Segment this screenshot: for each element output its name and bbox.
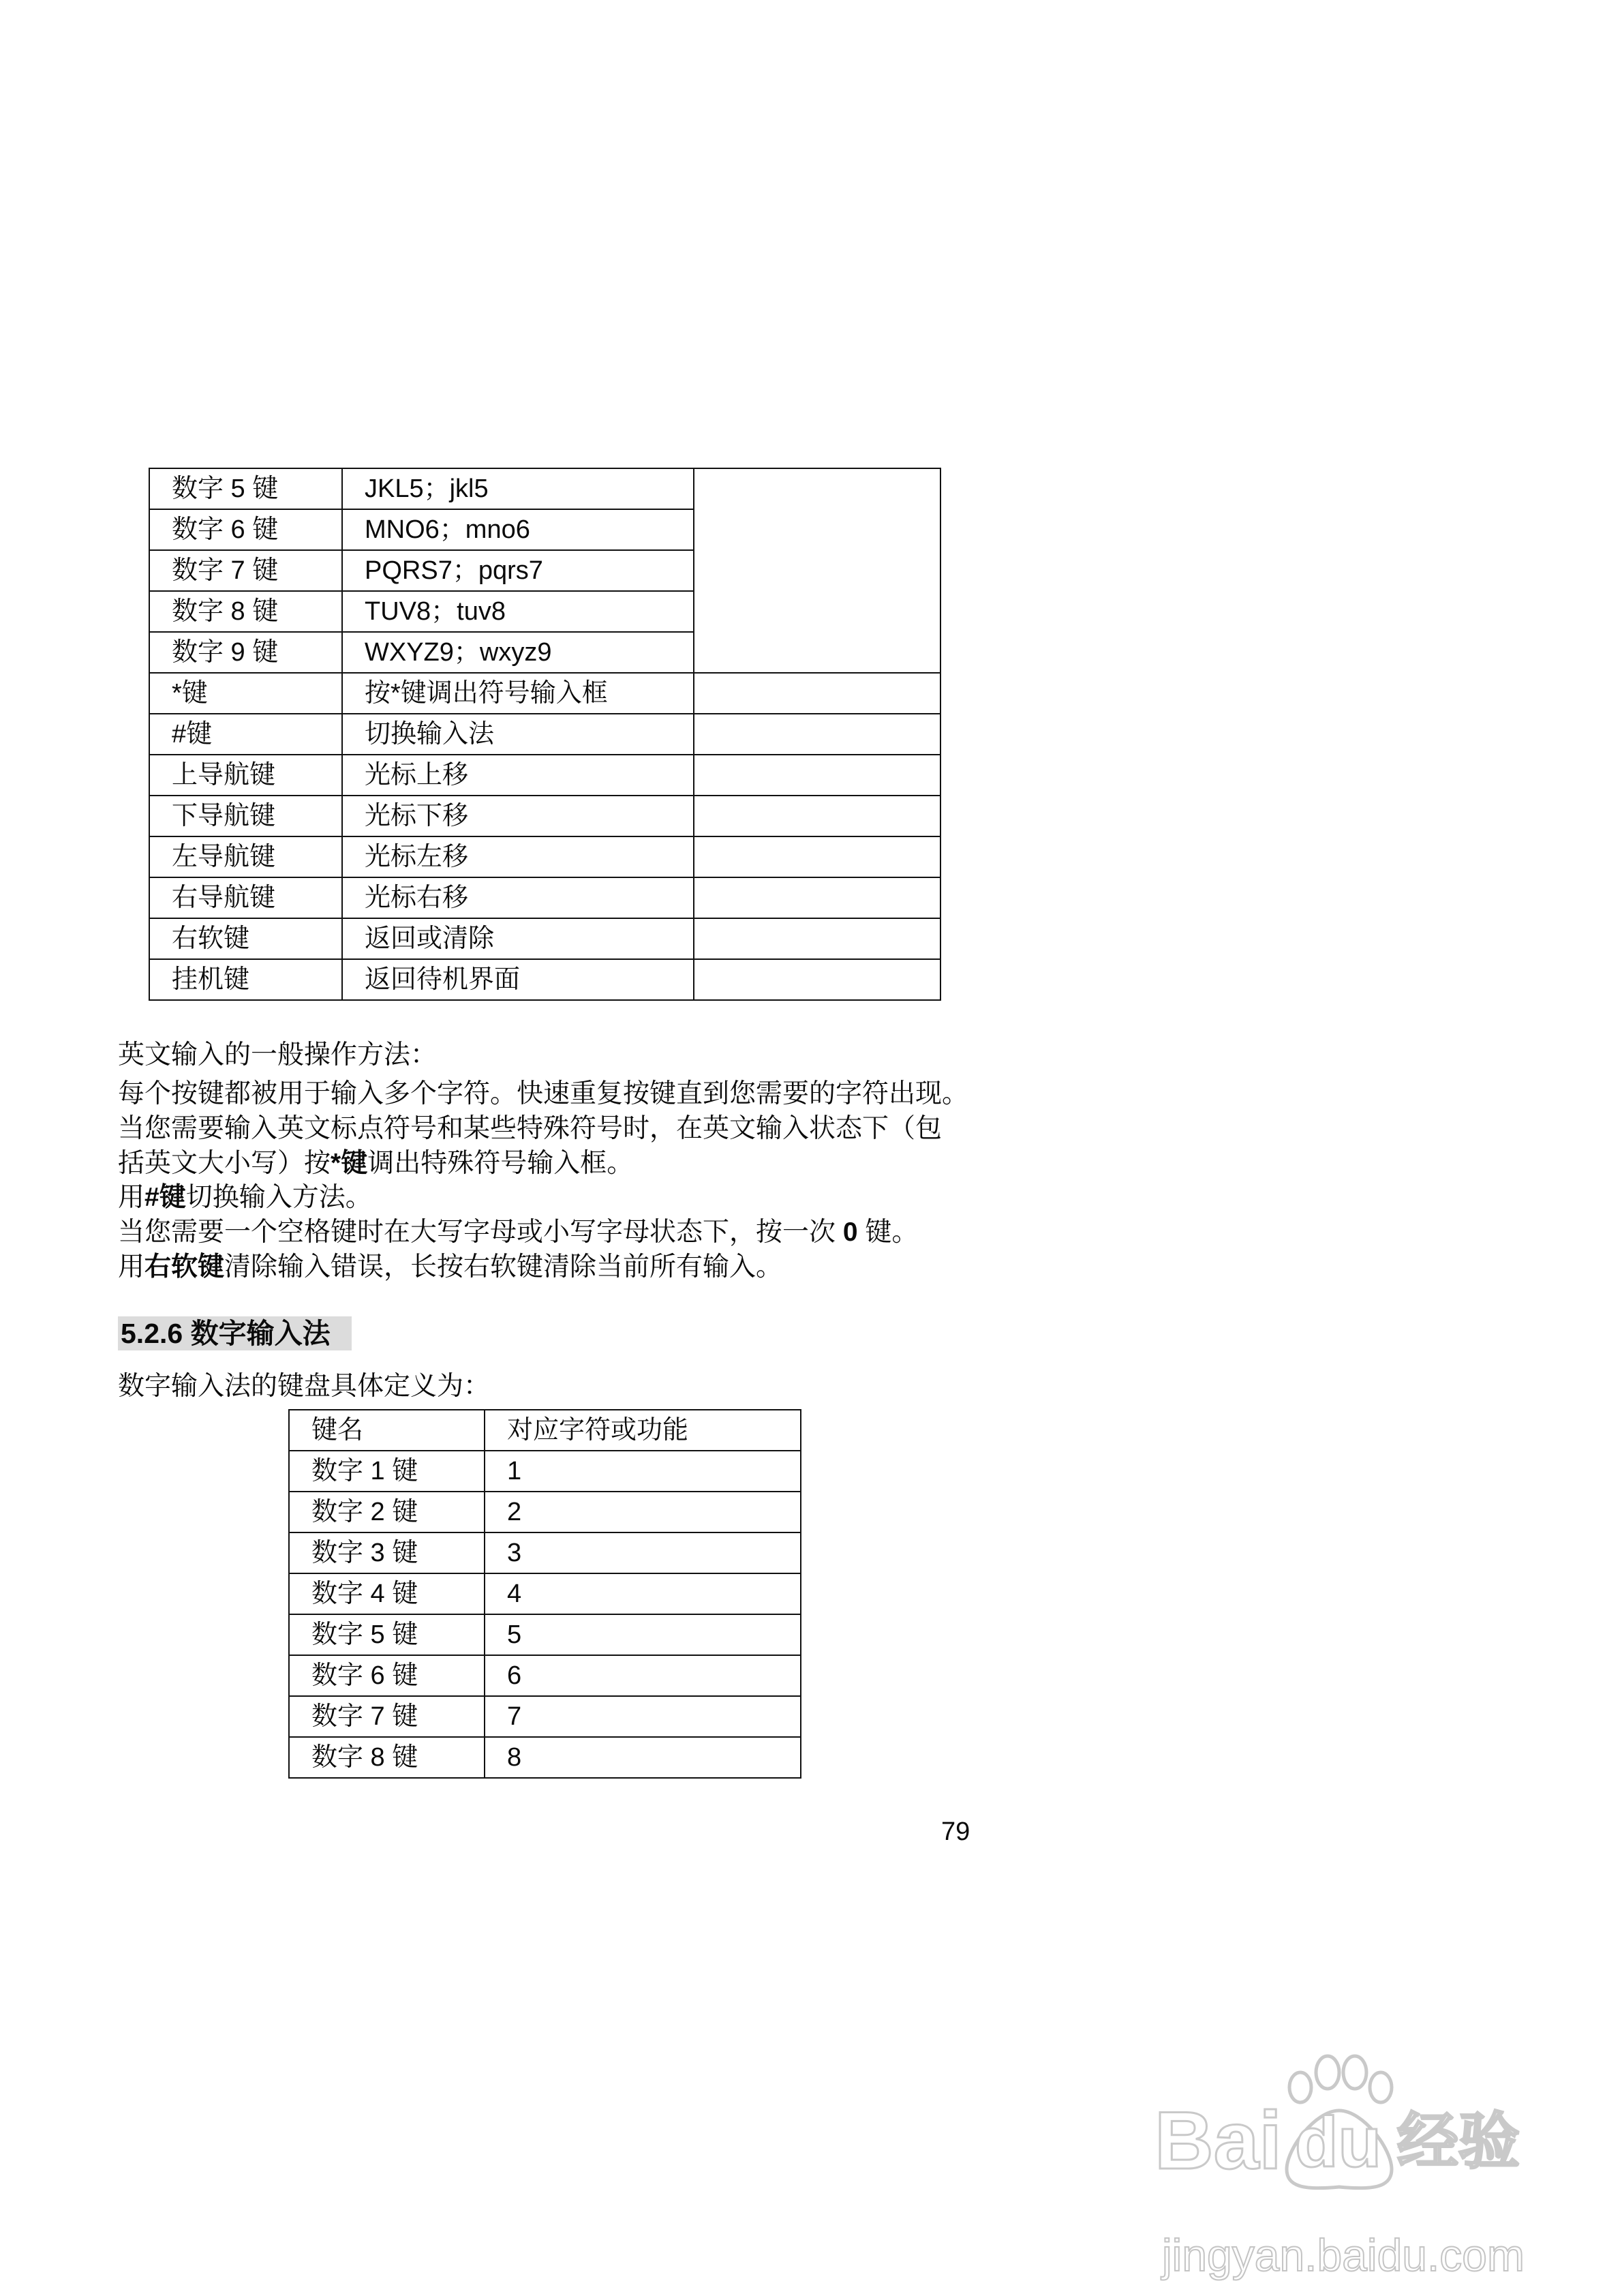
key-cell: 数字 2 键: [289, 1492, 485, 1532]
key-cell: 数字 8 键: [289, 1737, 485, 1778]
key-cell: 数字 4 键: [289, 1573, 485, 1614]
note-cell: [694, 468, 940, 673]
english-input-heading: 英文输入的一般操作方法：: [118, 1040, 438, 1070]
key-cell: 数字 6 键: [289, 1655, 485, 1696]
function-cell: 光标左移: [342, 836, 694, 877]
instruction-key-emphasis: *键: [331, 1148, 368, 1178]
key-cell: 左导航键: [149, 836, 342, 877]
instruction-text: 用: [118, 1183, 145, 1213]
key-cell: 数字 3 键: [289, 1532, 485, 1573]
instruction-text: 当您需要一个空格键时在大写字母或小写字母状态下，按一次: [118, 1218, 843, 1248]
instruction-line: [118, 1077, 968, 1112]
instruction-line: [118, 1112, 968, 1147]
page-number: 79: [941, 1817, 970, 1846]
instruction-text: 用: [118, 1252, 145, 1282]
note-cell: [694, 918, 940, 959]
function-cell: 按*键调出符号输入框: [342, 673, 694, 714]
instruction-line: [118, 1147, 968, 1181]
note-cell: [694, 796, 940, 836]
watermark-logo-text: Bai: [1154, 2095, 1282, 2186]
table-row: [149, 468, 940, 509]
function-cell: WXYZ9；wxyz9: [342, 632, 694, 673]
column-header-key: 键名: [289, 1410, 485, 1451]
section-heading: 5.2.6 数字输入法: [118, 1316, 352, 1350]
function-cell: MNO6；mno6: [342, 509, 694, 550]
key-cell: 数字 6 键: [149, 509, 342, 550]
key-cell: 数字 7 键: [289, 1696, 485, 1737]
function-cell: 6: [485, 1655, 801, 1696]
key-cell: 数字 5 键: [289, 1614, 485, 1655]
table-row: [149, 836, 940, 877]
instruction-text: 调出特殊符号输入框。: [367, 1148, 634, 1178]
instruction-text: 当您需要输入英文标点符号和某些特殊符号时，在英文输入状态下（包: [118, 1113, 943, 1143]
instruction-line: [118, 1181, 968, 1215]
paw-toe: [1289, 2072, 1311, 2102]
function-cell: 8: [485, 1737, 801, 1778]
function-cell: 3: [485, 1532, 801, 1573]
key-cell: 数字 9 键: [149, 632, 342, 673]
watermark-url: jingyan.baidu.com: [1162, 2230, 1525, 2280]
paw-toe: [1370, 2072, 1392, 2102]
instruction-text: 每个按键都被用于输入多个字符。快速重复按键直到您需要的字符出现。: [118, 1079, 969, 1108]
table-header-row: [289, 1410, 801, 1451]
key-cell: 右导航键: [149, 877, 342, 918]
function-cell: 7: [485, 1696, 801, 1737]
table-row: [289, 1573, 801, 1614]
function-cell: 光标下移: [342, 796, 694, 836]
table-row: [289, 1614, 801, 1655]
table-row: [289, 1655, 801, 1696]
paw-toe: [1343, 2056, 1366, 2089]
table-row: [149, 796, 940, 836]
note-cell: [694, 755, 940, 796]
table-row: [289, 1492, 801, 1532]
number-input-intro: 数字输入法的键盘具体定义为：: [118, 1372, 491, 1401]
note-cell: [694, 877, 940, 918]
table-row: [149, 959, 940, 1000]
note-cell: [694, 673, 940, 714]
table-row: [289, 1532, 801, 1573]
watermark-logo-cn: 经验: [1397, 2108, 1520, 2176]
instruction-text: 清除输入错误，长按右软键清除当前所有输入。: [224, 1252, 783, 1282]
note-cell: [694, 959, 940, 1000]
function-cell: PQRS7；pqrs7: [342, 550, 694, 591]
key-cell: 数字 5 键: [149, 468, 342, 509]
instruction-key-emphasis: 右软键: [144, 1252, 225, 1282]
key-cell: #键: [149, 714, 342, 755]
function-cell: 5: [485, 1614, 801, 1655]
instruction-text: 键。: [857, 1218, 919, 1248]
table-row: [149, 918, 940, 959]
function-cell: 返回待机界面: [342, 959, 694, 1000]
table-row: [149, 877, 940, 918]
table-row: [149, 714, 940, 755]
table-row: [289, 1451, 801, 1492]
function-cell: 返回或清除: [342, 918, 694, 959]
key-cell: 下导航键: [149, 796, 342, 836]
key-cell: 右软键: [149, 918, 342, 959]
paw-toe: [1316, 2056, 1339, 2089]
key-cell: *键: [149, 673, 342, 714]
instruction-key-emphasis: 0: [842, 1218, 858, 1248]
key-function-table: [149, 468, 941, 1001]
function-cell: 4: [485, 1573, 801, 1614]
key-cell: 数字 1 键: [289, 1451, 485, 1492]
instruction-key-emphasis: #键: [144, 1183, 186, 1213]
key-cell: 挂机键: [149, 959, 342, 1000]
note-cell: [694, 836, 940, 877]
watermark-logo-text: du: [1295, 2103, 1382, 2182]
english-input-instructions: [118, 1077, 968, 1285]
instruction-text: 切换输入方法。: [185, 1183, 372, 1213]
function-cell: 切换输入法: [342, 714, 694, 755]
function-cell: 光标右移: [342, 877, 694, 918]
function-cell: 2: [485, 1492, 801, 1532]
instruction-line: [118, 1215, 968, 1250]
instruction-text: 括英文大小写）按: [118, 1148, 331, 1178]
key-cell: 上导航键: [149, 755, 342, 796]
table-row: [289, 1737, 801, 1778]
column-header-function: 对应字符或功能: [485, 1410, 801, 1451]
function-cell: 光标上移: [342, 755, 694, 796]
note-cell: [694, 714, 940, 755]
table-row: [149, 755, 940, 796]
key-cell: 数字 7 键: [149, 550, 342, 591]
function-cell: TUV8；tuv8: [342, 591, 694, 632]
number-key-table: [288, 1409, 801, 1779]
table-row: [289, 1696, 801, 1737]
function-cell: 1: [485, 1451, 801, 1492]
table-row: [149, 673, 940, 714]
instruction-line: [118, 1250, 968, 1285]
function-cell: JKL5；jkl5: [342, 468, 694, 509]
key-cell: 数字 8 键: [149, 591, 342, 632]
